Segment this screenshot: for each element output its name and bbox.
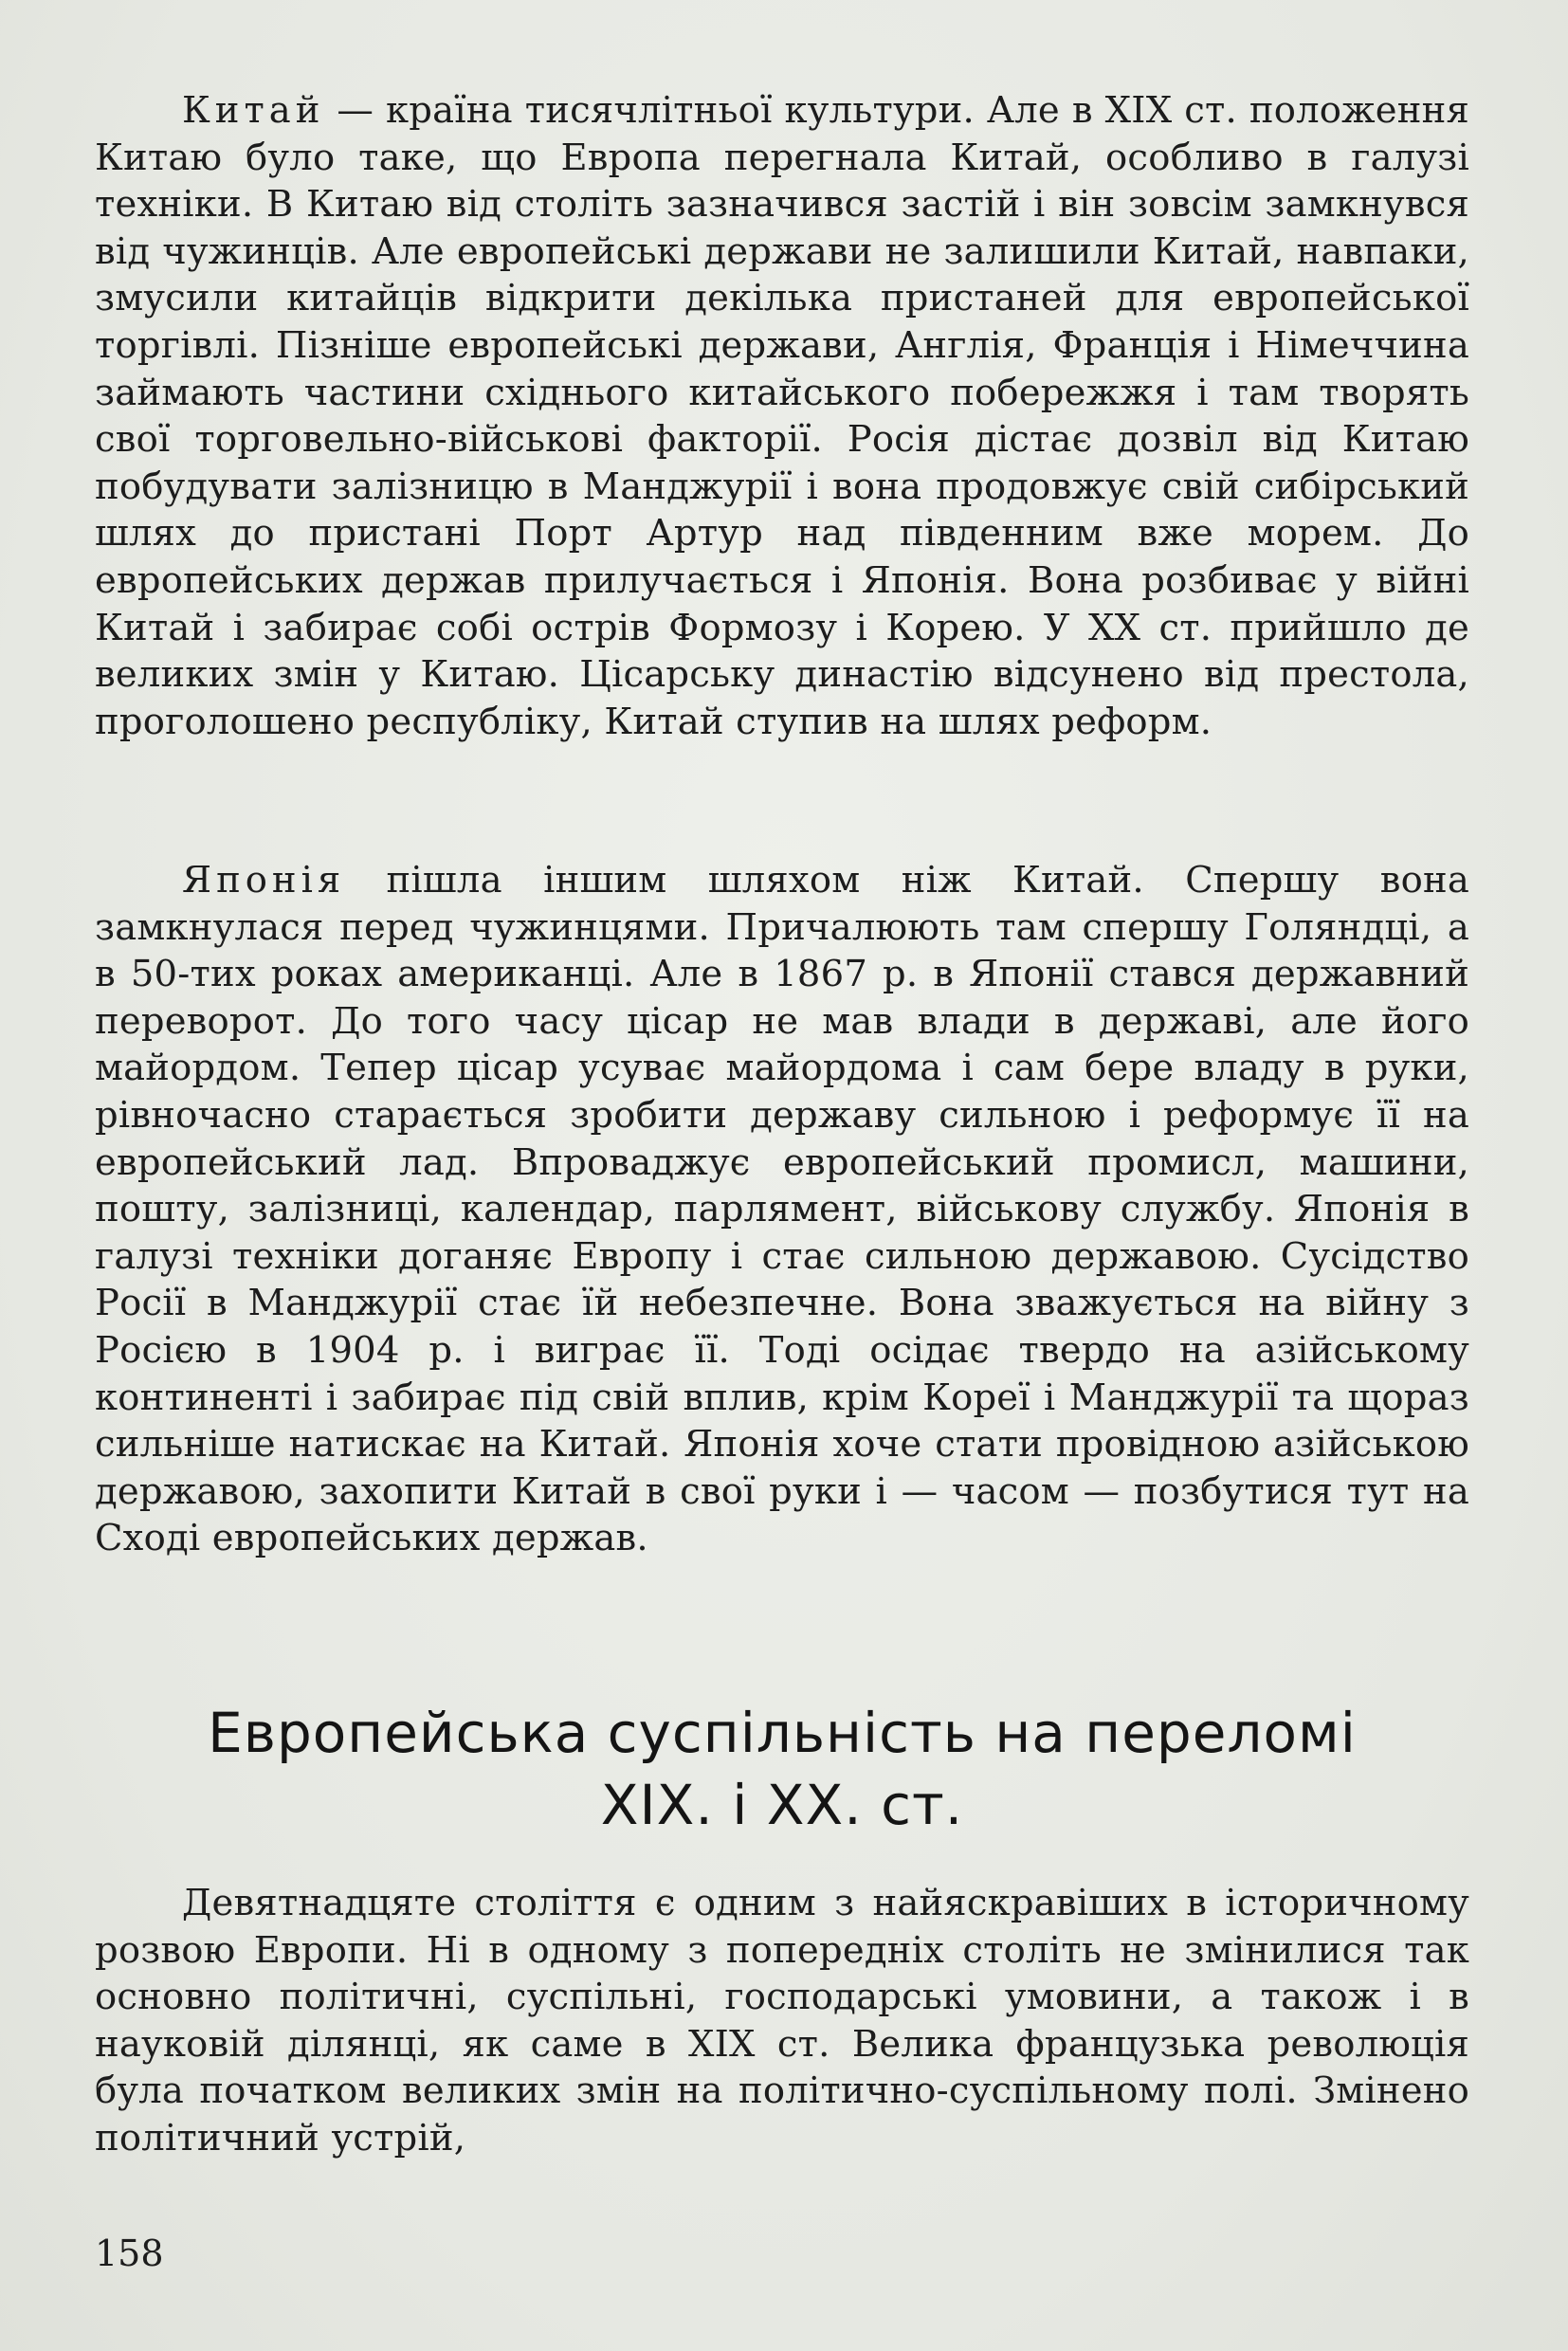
paragraph-text: пішла іншим шляхом ніж Китай. Спершу вона замкнулася перед чужинцями. Причалюють там спершу Голяндці, а в 50-тих роках американці. Але в 1867 р. в Японії стався державний переворот. До того часу цісар не мав влади в державі, але його майордом. Тепер цісар усуває майордома і сам бере владу в руки, рівночасно старається зробити державу сильною і реформує її на европейський лад. Впроваджує европейський промисл, машини, пошту, залізниці, календар, парлямент, військову службу. Японія в галузі техніки доганяє Европу і стає сильною державою. Сусідство Росії в Манджурії стає їй небезпечне. Вона зважується на війну з Росією в 1904 р. і виграє її. Тоді осідає твердо на азійському континенті і забирає під свій вплив, крім Кореї і Манджурії та щораз сильніше натискає на Китай. Японія хоче стати провідною азійською державою, захопити Китай в свої руки і — часом — позбутися тут на Сході европейських держав. xyxy=(95,859,1469,1560)
paragraph-lead-word: Японія xyxy=(182,859,346,902)
paragraph-japan xyxy=(95,857,1469,1562)
section-heading-line-2: XIX. і XX. ст. xyxy=(600,1773,964,1837)
section-heading-line-1: Европейська суспільність на переломі xyxy=(208,1701,1357,1765)
paragraph-text: Девятнадцяте століття є одним з найяскравіших в історичному розвою Европи. Ні в одному з попередніх століть не змінилися так основно політичні, суспільні, господарські умовини, а також і в науковій ділянці, як саме в XIX ст. Велика французька революція була початком великих змін на політично-суспільному полі. Змінено політичний устрій, xyxy=(95,1882,1469,2160)
section-heading xyxy=(95,1697,1469,1841)
paragraph-text: — країна тисячлітньої культури. Але в XIX ст. положення Китаю було таке, що Европа перегнала Китай, особливо в галузі техніки. В Китаю від століть зазначився застій і він зовсім замкнувся від чужинців. Але европейські держави не залишили Китай, навпаки, змусили китайців відкрити декілька пристаней для европейської торгівлі. Пізніше европейські держави, Англія, Франція і Німеччина займають частини східнього китайського побережжя і там творять свої торговельно-військові факторії. Росія дістає дозвіл від Китаю побудувати залізницю в Манджурії і вона продовжує свій сибірський шлях до пристані Порт Артур над південним вже морем. До европейських держав прилучається і Японія. Вона розбиває у війні Китай і забирає собі острів Формозу і Корею. У XX ст. прийшло де великих змін у Китаю. Цісарську династію відсунено від престола, проголошено республіку, Китай ступив на шлях реформ. xyxy=(95,89,1469,743)
paragraph-lead-word: Китай xyxy=(182,89,325,132)
paragraph-china xyxy=(95,87,1469,745)
page-number: 158 xyxy=(95,2233,164,2274)
paragraph-nineteenth-century xyxy=(95,1880,1469,2162)
